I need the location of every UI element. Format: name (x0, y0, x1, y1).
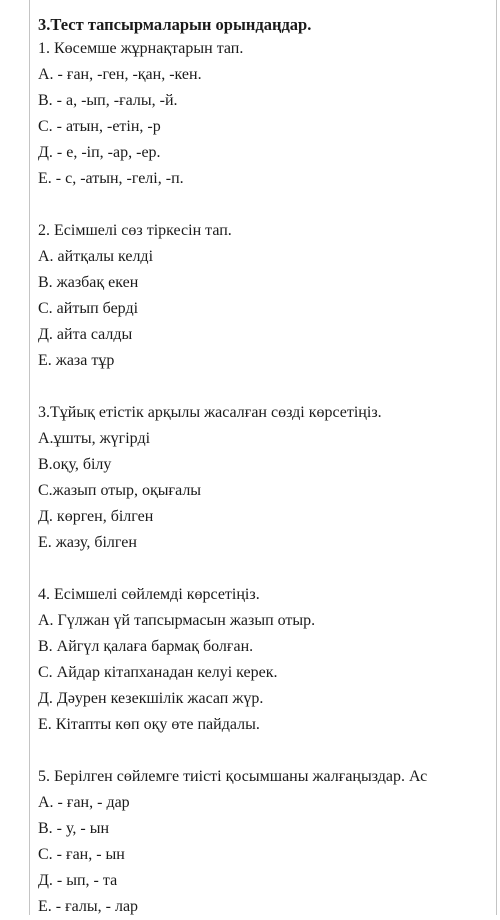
question-title: 3.Тұйық етістік арқылы жасалған сөзді көрсетіңіз. (38, 404, 382, 421)
option-b: В. - а, -ып, -ғалы, -й. (38, 92, 178, 109)
option-b: В. Айгүл қалаға бармақ болған. (38, 638, 254, 655)
option-a: А. - ған, -ген, -қан, -кен. (38, 66, 202, 83)
spacer (38, 738, 500, 764)
option-d: Д. көрген, білген (38, 508, 154, 525)
question-1 (38, 36, 500, 192)
option-e: Е. жазу, білген (38, 534, 137, 551)
question-title: 4. Есімшелі сөйлемді көрсетіңіз. (38, 586, 260, 603)
option-a: А. айтқалы келді (38, 248, 154, 265)
option-c: С. айтып берді (38, 300, 139, 317)
spacer (38, 192, 500, 218)
option-e: Е. - ғалы, - лар (38, 898, 139, 915)
spacer (38, 374, 500, 400)
option-a: А. - ған, - дар (38, 794, 130, 811)
option-b: В. - у, - ын (38, 820, 110, 837)
question-4 (38, 582, 500, 738)
question-title: 5. Берілген сөйлемге тиісті қосымшаны жалғаңыздар. Ас (38, 768, 428, 785)
option-c: С. Айдар кітапханадан келуі керек. (38, 664, 278, 681)
option-a: А. Гүлжан үй тапсырмасын жазып отыр. (38, 612, 316, 629)
spacer (38, 556, 500, 582)
question-5 (38, 764, 500, 920)
option-e: Е. Кітапты көп оқу өте пайдалы. (38, 716, 260, 733)
question-title: 1. Көсемше жұрнақтарын тап. (38, 40, 244, 57)
option-e: Е. жаза тұр (38, 352, 115, 369)
test-content (38, 14, 500, 920)
question-2 (38, 218, 500, 374)
option-b: В. жазбақ екен (38, 274, 139, 291)
option-a: А.ұшты, жүгірді (38, 430, 151, 447)
option-c: С.жазып отыр, оқығалы (38, 482, 202, 499)
option-d: Д. айта салды (38, 326, 133, 343)
table-border-left (29, 0, 30, 915)
question-title: 2. Есімшелі сөз тіркесін тап. (38, 222, 232, 239)
option-c: С. - ған, - ын (38, 846, 125, 863)
section-heading: 3.Тест тапсырмаларын орындаңдар. (38, 15, 312, 34)
option-d: Д. Дәурен кезекшілік жасап жүр. (38, 690, 264, 707)
option-d: Д. - ып, - та (38, 872, 118, 889)
option-e: Е. - с, -атын, -гелі, -п. (38, 170, 184, 187)
question-3 (38, 400, 500, 556)
option-c: С. - атын, -етін, -р (38, 118, 161, 135)
option-d: Д. - е, -іп, -ар, -ер. (38, 144, 161, 161)
option-b: В.оқу, білу (38, 456, 112, 473)
